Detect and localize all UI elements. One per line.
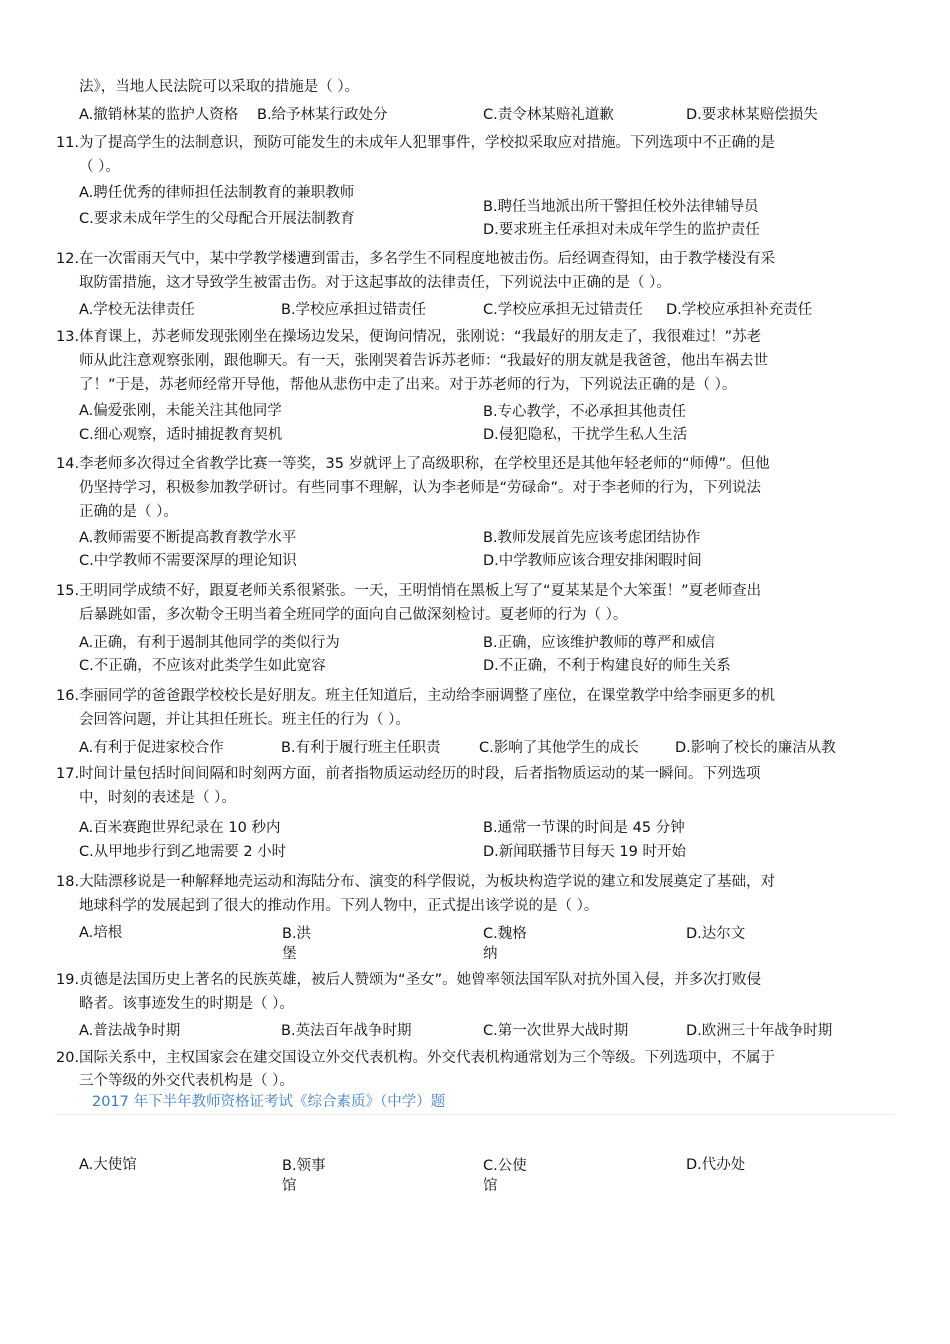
question-15-line-1: 15.王明同学成绩不好，跟夏老师关系很紧张。一天，王明悄悄在黑板上写了“夏某某是个大笨蛋！”夏老师查出 bbox=[56, 583, 762, 599]
q14-option-d: D.中学教师应该合理安排闲暇时间 bbox=[483, 553, 702, 569]
question-19-line-2: 略者。该事迹发生的时期是（ ）。 bbox=[79, 996, 294, 1012]
question-13-line-3: 了！”于是，苏老师经常开导他，帮他从悲伤中走了出来。对于苏老师的行为，下列说法正确的是（ ）。 bbox=[79, 377, 737, 393]
question-18-line-2: 地球科学的发展起到了很大的推动作用。下列人物中，正式提出该学说的是（ ）。 bbox=[79, 898, 599, 914]
q16-option-d: D.影响了校长的廉洁从教 bbox=[675, 740, 836, 756]
q20-option-c bbox=[483, 1156, 527, 1196]
q16-option-a: A.有利于促进家校合作 bbox=[79, 740, 224, 756]
question-10-continuation: 法》，当地人民法院可以采取的措施是（ ）。 bbox=[79, 79, 360, 95]
question-14-line-3: 正确的是（ ）。 bbox=[79, 504, 178, 520]
q18-option-b-line-1: B.洪 bbox=[282, 926, 312, 942]
q14-option-a: A.教师需要不断提高教育教学水平 bbox=[79, 530, 297, 546]
q12-option-d: D.学校应承担补充责任 bbox=[666, 302, 813, 318]
question-12-line-1: 12.在一次雷雨天气中，某中学教学楼遭到雷击，多名学生不同程度地被击伤。后经调查得知，由于教学楼没有采 bbox=[56, 251, 776, 267]
q20-option-a: A.大使馆 bbox=[79, 1157, 137, 1173]
q18-option-d: D.达尔文 bbox=[686, 926, 746, 942]
question-15-line-2: 后暴跳如雷，多次勒令王明当着全班同学的面向自己做深刻检讨。夏老师的行为（ ）。 bbox=[79, 607, 628, 623]
q18-option-c bbox=[483, 924, 527, 964]
q13-option-c: C.细心观察，适时捕捉教育契机 bbox=[79, 427, 283, 443]
question-11-line-2: （ ）。 bbox=[79, 159, 120, 175]
q15-option-d: D.不正确，不利于构建良好的师生关系 bbox=[483, 658, 731, 674]
question-13-line-1: 13.体育课上，苏老师发现张刚坐在操场边发呆，便询问情况，张刚说：“我最好的朋友走了，我很难过！”苏老 bbox=[56, 329, 762, 345]
q18-option-b-line-2: 堡 bbox=[282, 946, 297, 962]
q20-option-c-line-2: 馆 bbox=[483, 1178, 498, 1194]
q20-option-b-line-1: B.领事 bbox=[282, 1158, 326, 1174]
q20-option-b bbox=[282, 1156, 326, 1196]
question-20-line-1: 20.国际关系中，主权国家会在建交国设立外交代表机构。外交代表机构通常划为三个等级。下列选项中，不属于 bbox=[56, 1050, 776, 1066]
q13-option-b: B.专心教学，不必承担其他责任 bbox=[483, 404, 687, 420]
q10-option-a: A.撤销林某的监护人资格 bbox=[79, 107, 239, 123]
footer-divider bbox=[55, 1114, 895, 1115]
q16-option-b: B.有利于履行班主任职责 bbox=[281, 740, 441, 756]
q17-option-c: C.从甲地步行到乙地需要 2 小时 bbox=[79, 844, 287, 860]
q15-option-b: B.正确，应该维护教师的尊严和威信 bbox=[483, 635, 716, 651]
q18-option-b bbox=[282, 924, 311, 964]
q19-option-a: A.普法战争时期 bbox=[79, 1023, 181, 1039]
q11-option-d: D.要求班主任承担对未成年学生的监护责任 bbox=[483, 222, 760, 238]
q14-option-b: B.教师发展首先应该考虑团结协作 bbox=[483, 530, 701, 546]
q15-option-a: A.正确，有利于遏制其他同学的类似行为 bbox=[79, 635, 340, 651]
question-11-line-1: 11.为了提高学生的法制意识，预防可能发生的未成年人犯罪事件，学校拟采取应对措施。下列选项中不正确的是 bbox=[56, 135, 776, 151]
q12-option-a: A.学校无法律责任 bbox=[79, 302, 195, 318]
q11-option-a: A.聘任优秀的律师担任法制教育的兼职教师 bbox=[79, 185, 355, 201]
question-19-line-1: 19.贞德是法国历史上著名的民族英雄，被后人赞颂为“圣女”。她曾率领法国军队对抗外国入侵，并多次打败侵 bbox=[56, 972, 762, 988]
q18-option-c-line-1: C.魏格 bbox=[483, 926, 527, 942]
q12-option-b: B.学校应承担过错责任 bbox=[281, 302, 427, 318]
q18-option-a: A.培根 bbox=[79, 925, 123, 941]
q11-option-c: C.要求未成年学生的父母配合开展法制教育 bbox=[79, 211, 355, 227]
q19-option-b: B.英法百年战争时期 bbox=[281, 1023, 412, 1039]
q12-option-c: C.学校应承担无过错责任 bbox=[483, 302, 643, 318]
q20-option-d: D.代办处 bbox=[686, 1157, 746, 1173]
question-13-line-2: 师从此注意观察张刚，跟他聊天。有一天，张刚哭着告诉苏老师：“我最好的朋友就是我爸爸，他出车祸去世 bbox=[79, 353, 769, 369]
q20-option-c-line-1: C.公使 bbox=[483, 1158, 527, 1174]
question-16-line-2: 会回答问题，并让其担任班长。班主任的行为（ ）。 bbox=[79, 712, 410, 728]
q19-option-c: C.第一次世界大战时期 bbox=[483, 1023, 629, 1039]
q19-option-d: D.欧洲三十年战争时期 bbox=[686, 1023, 833, 1039]
question-14-line-2: 仍坚持学习，积极参加教学研讨。有些同事不理解，认为李老师是“劳碌命”。对于李老师的行为，下列说法 bbox=[79, 480, 762, 496]
question-14-line-1: 14.李老师多次得过全省教学比赛一等奖，35 岁就评上了高级职称，在学校里还是其他年轻老师的“师傅”。但他 bbox=[56, 456, 770, 472]
q18-option-c-line-2: 纳 bbox=[483, 946, 498, 962]
question-18-line-1: 18.大陆漂移说是一种解释地壳运动和海陆分布、演变的科学假说，为板块构造学说的建立和发展奠定了基础，对 bbox=[56, 874, 776, 890]
q16-option-c: C.影响了其他学生的成长 bbox=[479, 740, 639, 756]
q11-option-b: B.聘任当地派出所干警担任校外法律辅导员 bbox=[483, 199, 759, 215]
q17-option-a: A.百米赛跑世界纪录在 10 秒内 bbox=[79, 820, 281, 836]
exam-footer-title: 2017 年下半年教师资格证考试《综合素质》（中学）题 bbox=[92, 1094, 446, 1110]
question-12-line-2: 取防雷措施，这才导致学生被雷击伤。对于这起事故的法律责任，下列说法中正确的是（ ）。 bbox=[79, 275, 671, 291]
question-16-line-1: 16.李丽同学的爸爸跟学校校长是好朋友。班主任知道后，主动给李丽调整了座位，在课堂教学中给李丽更多的机 bbox=[56, 688, 776, 704]
q13-option-d: D.侵犯隐私，干扰学生私人生活 bbox=[483, 427, 688, 443]
question-20-line-2: 三个等级的外交代表机构是（ ）。 bbox=[79, 1073, 294, 1089]
q17-option-d: D.新闻联播节目每天 19 时开始 bbox=[483, 844, 686, 860]
q15-option-c: C.不正确，不应该对此类学生如此宽容 bbox=[79, 658, 326, 674]
q20-option-b-line-2: 馆 bbox=[282, 1178, 297, 1194]
q10-option-d: D.要求林某赔偿损失 bbox=[686, 107, 818, 123]
question-17-line-2: 中，时刻的表述是（ ）。 bbox=[79, 790, 236, 806]
q10-option-b: B.给予林某行政处分 bbox=[257, 107, 388, 123]
q14-option-c: C.中学教师不需要深厚的理论知识 bbox=[79, 553, 297, 569]
q10-option-c: C.责令林某赔礼道歉 bbox=[483, 107, 614, 123]
q13-option-a: A.偏爱张刚，未能关注其他同学 bbox=[79, 403, 282, 419]
question-17-line-1: 17.时间计量包括时间间隔和时刻两方面，前者指物质运动经历的时段，后者指物质运动的某一瞬间。下列选项 bbox=[56, 766, 761, 782]
q17-option-b: B.通常一节课的时间是 45 分钟 bbox=[483, 820, 685, 836]
